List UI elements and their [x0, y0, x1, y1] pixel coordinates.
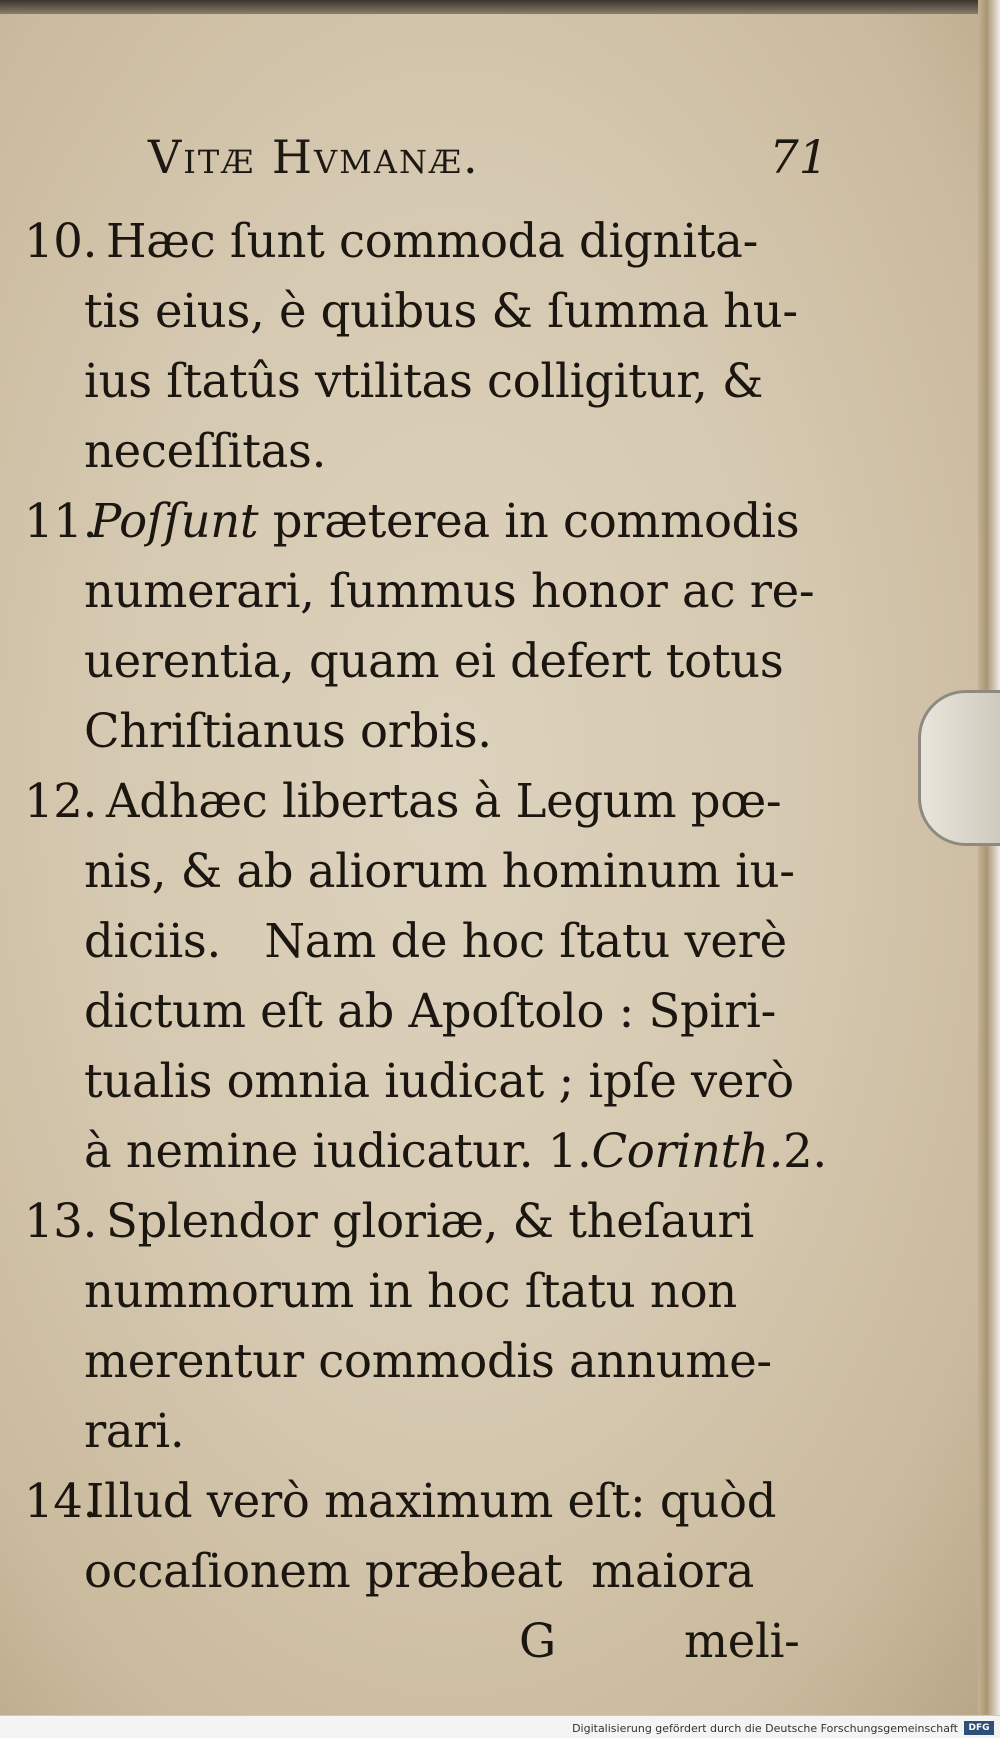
- text-line: 10. Hæc ſunt commoda dignita-: [24, 206, 844, 276]
- text-line: 13. Splendor gloriæ, & theſauri: [24, 1186, 844, 1256]
- body-text: [24, 206, 844, 1676]
- text-line: occaſionem præbeat maiora: [84, 1544, 755, 1598]
- signature-mark: G: [519, 1614, 556, 1668]
- text-line: 11. Poſſunt præterea in commodis: [24, 486, 844, 556]
- running-title: Vitæ Hvmanæ.: [148, 130, 480, 184]
- item-number: 12.: [24, 774, 98, 828]
- item-number: 11.: [24, 494, 98, 548]
- text-line: Chriſtianus orbis.: [84, 704, 492, 758]
- thumb-tab: [918, 690, 1000, 846]
- text-line: à nemine iudicatur. 1.Corinth.2.: [84, 1124, 827, 1178]
- text-line: merentur commodis annume-: [84, 1334, 772, 1388]
- text-line: nis, & ab aliorum hominum iu-: [84, 844, 795, 898]
- item-number: 14.: [24, 1474, 98, 1528]
- text-line: diciis. Nam de hoc ſtatu verè: [84, 914, 787, 968]
- text-line: rari.: [84, 1404, 185, 1458]
- page-header: [148, 130, 828, 210]
- page-top-edge: [0, 0, 1000, 14]
- catchword: meli-: [684, 1614, 800, 1668]
- page-right-edge: [978, 0, 1000, 1738]
- text-line: nummorum in hoc ſtatu non: [84, 1264, 737, 1318]
- text-line: dictum eſt ab Apoſtolo : Spiri-: [84, 984, 776, 1038]
- text-line: 12. Adhæc libertas à Legum pœ-: [24, 766, 844, 836]
- page-footer: [24, 1606, 844, 1676]
- credit-text: Digitalisierung gefördert durch die Deutsche Forschungsgemeinschaft: [572, 1722, 958, 1735]
- text-line: numerari, ſummus honor ac re-: [84, 564, 815, 618]
- item-number: 13.: [24, 1194, 98, 1248]
- text-line: uerentia, quam ei defert totus: [84, 634, 784, 688]
- dfg-logo: DFG: [964, 1721, 994, 1735]
- text-line: tis eius, è quibus & ſumma hu-: [84, 284, 798, 338]
- item-number: 10.: [24, 214, 98, 268]
- text-line: tualis omnia iudicat ; ipſe verò: [84, 1054, 794, 1108]
- text-line: ius ſtatûs vtilitas colligitur, &: [84, 354, 764, 408]
- text-line: neceſſitas.: [84, 424, 327, 478]
- text-line: 14. Illud verò maximum eſt: quòd: [24, 1466, 844, 1536]
- credit-bar: [0, 1715, 1000, 1738]
- page-number: 71: [769, 130, 828, 184]
